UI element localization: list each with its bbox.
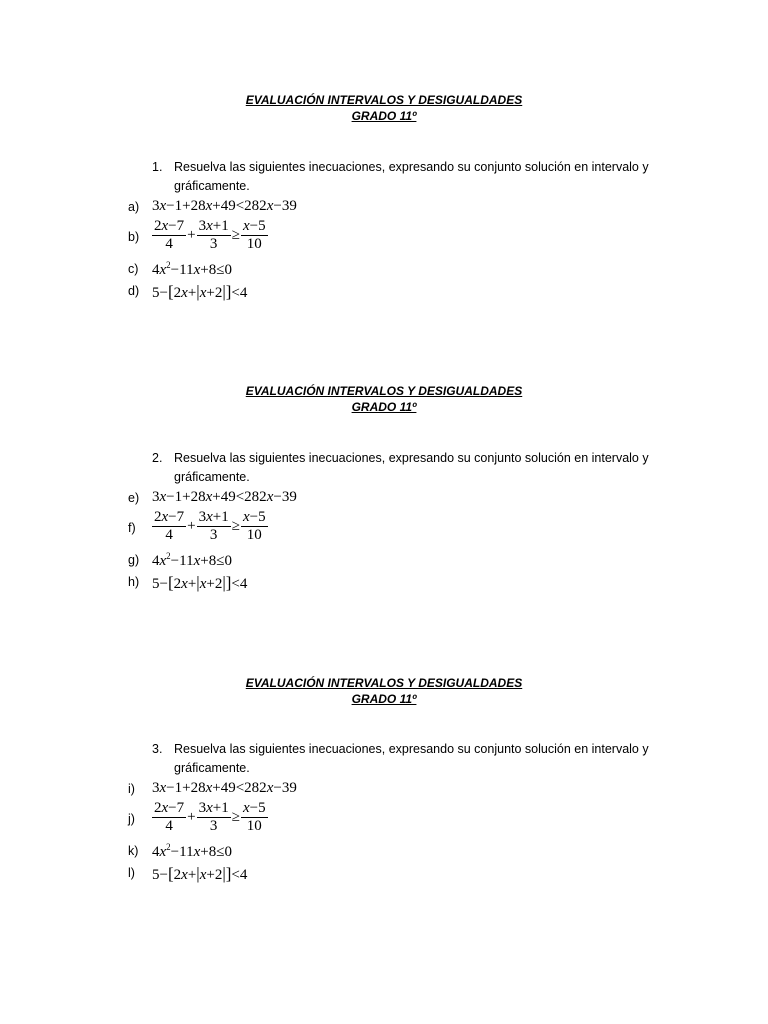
exercise-label: a) [128, 200, 140, 214]
instruction-text: Resuelva las siguientes inecuaciones, expresando su conjunto solución en intervalo y gráficamente. [174, 160, 649, 193]
exercise-label: b) [128, 230, 140, 244]
instruction-text: Resuelva las siguientes inecuaciones, expresando su conjunto solución en intervalo y gráficamente. [174, 451, 649, 484]
instruction-text: Resuelva las siguientes inecuaciones, expresando su conjunto solución en intervalo y gráficamente. [174, 742, 649, 775]
exercise-label: h) [128, 575, 140, 589]
exercise-label: c) [128, 262, 139, 276]
exercise-label: f) [128, 521, 136, 535]
inequality-linear: 3x−1+28x+49<282x−39 [152, 780, 297, 796]
inequality-absolute: 5−[2x+|x+2|]<4 [152, 573, 248, 592]
heading-title: EVALUACIÓN INTERVALOS Y DESIGUALDADES [245, 676, 523, 690]
heading-grade: GRADO 11º [351, 109, 417, 123]
inequality-quadratic: $4x^2-11x+8\le 0$ [152, 551, 232, 569]
heading-title: EVALUACIÓN INTERVALOS Y DESIGUALDADES [245, 384, 523, 398]
heading-title: EVALUACIÓN INTERVALOS Y DESIGUALDADES [245, 93, 523, 107]
section-heading [0, 383, 768, 415]
inequality-quadratic: $4x^2-11x+8\le 0$ [152, 842, 232, 860]
exercise-label: k) [128, 844, 139, 858]
inequality-quadratic: $4x^2-11x+8\le 0$ [152, 260, 232, 278]
inequality-fractions: $\frac{2x-7}{4}$ + $\frac{3x+1}{3}$ ≥ $\frac{x-5}{10}$ [154, 509, 266, 543]
section-heading [0, 92, 768, 124]
section-heading [0, 675, 768, 707]
inequality-fractions: $\frac{2x-7}{4}$ + $\frac{3x+1}{3}$ ≥ $\frac{x-5}{10}$ [154, 218, 266, 252]
heading-grade: GRADO 11º [351, 692, 417, 706]
question-number: 1. [152, 160, 163, 174]
inequality-linear: 3x−1+28x+49<282x−39 [152, 489, 297, 505]
inequality-linear: 3x−1+28x+49<282x−39 [152, 198, 297, 214]
exercise-label: d) [128, 284, 140, 298]
question-number: 3. [152, 742, 163, 756]
exercise-label: e) [128, 491, 140, 505]
inequality-absolute: 5−[2x+|x+2|]<4 [152, 282, 248, 301]
question-number: 2. [152, 451, 163, 465]
exercise-label: i) [128, 782, 135, 796]
exercise-label: l) [128, 866, 135, 880]
evaluation-section-2 [0, 383, 768, 592]
inequality-fractions: $\frac{2x-7}{4}$ + $\frac{3x+1}{3}$ ≥ $\frac{x-5}{10}$ [154, 800, 266, 834]
evaluation-section-3 [0, 675, 768, 883]
inequality-absolute: 5−[2x+|x+2|]<4 [152, 864, 248, 883]
evaluation-section-1 [0, 92, 768, 301]
exercise-label: j) [128, 812, 135, 826]
heading-grade: GRADO 11º [351, 400, 417, 414]
exercise-label: g) [128, 553, 140, 567]
